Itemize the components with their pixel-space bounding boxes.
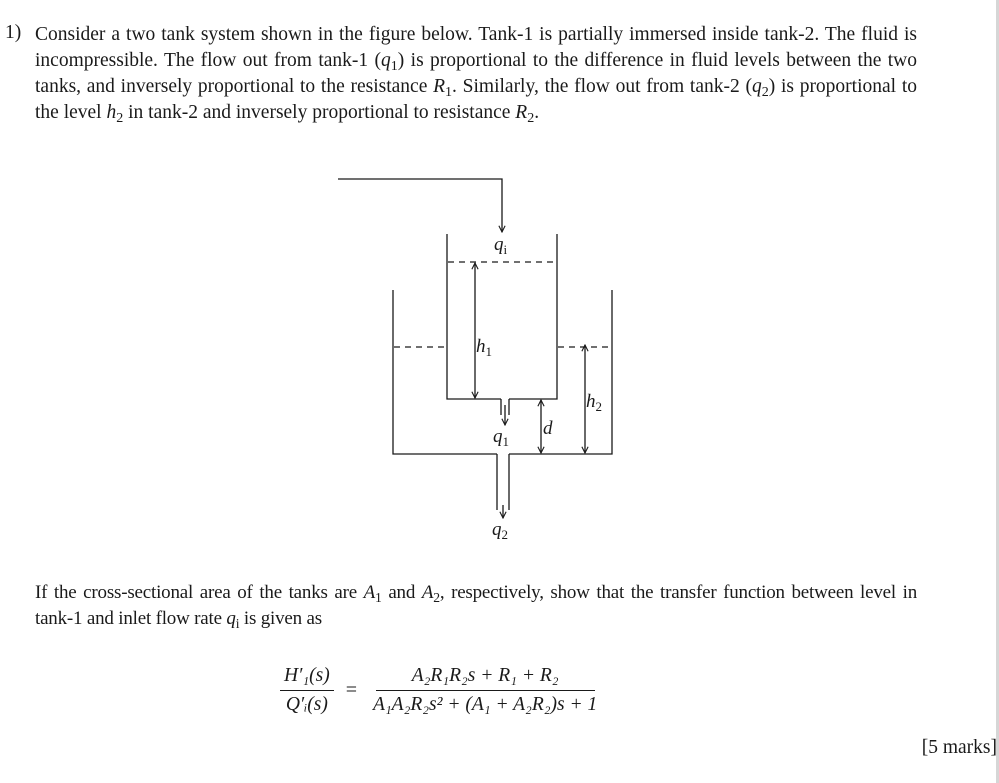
marks-label: [5 marks] [921,737,997,758]
rhs-denominator: A₁A₂R₂s² + (A₁ + A₂R₂)s + 1 [372,693,598,715]
tank-2-outlet [497,454,509,510]
question-body: If the cross-sectional area of the tanks are $A_1$ and $A_2$, respectively, show that the transfer function between level in tank-1 and inlet flow rate $q_i$ is given as [35,582,917,632]
tank-1-walls [447,234,557,399]
h2-label: $h_2$ [586,391,602,414]
lhs-numerator: H′₁(s) [280,665,334,691]
q1-label: $q_1$ [493,426,509,449]
lhs-fraction [280,665,334,716]
transfer-function-equation [280,660,601,720]
question-intro: Consider a two tank system shown in the figure below. Tank-1 is partially immersed inside tank-2. The fluid is incompressible. The flow out from tank-1 $(q_1)$ is proportional to the difference in fluid levels between the two tanks, and inversely proportional to the resistance $R_1$. Similarly, the flow out from tank-2 $(q_2)$ is proportional to the level $h_2$ in tank-2 and inversely proportional to resistance $R_2$. [35,24,917,127]
lhs-denominator: Q′ᵢ(s) [285,693,328,715]
rhs-numerator: A₂R₁R₂s + R₁ + R₂ [376,665,595,691]
equals-sign: = [345,678,357,701]
inlet-pipe [338,179,502,232]
q2-label: $q_2$ [492,519,508,542]
tank-2-walls [393,290,612,454]
rhs-fraction [369,665,601,716]
d-label: d [543,418,553,439]
h1-label: $h_1$ [476,336,492,359]
question-number: 1) [5,22,22,43]
qi-label: $q_i$ [494,234,508,257]
